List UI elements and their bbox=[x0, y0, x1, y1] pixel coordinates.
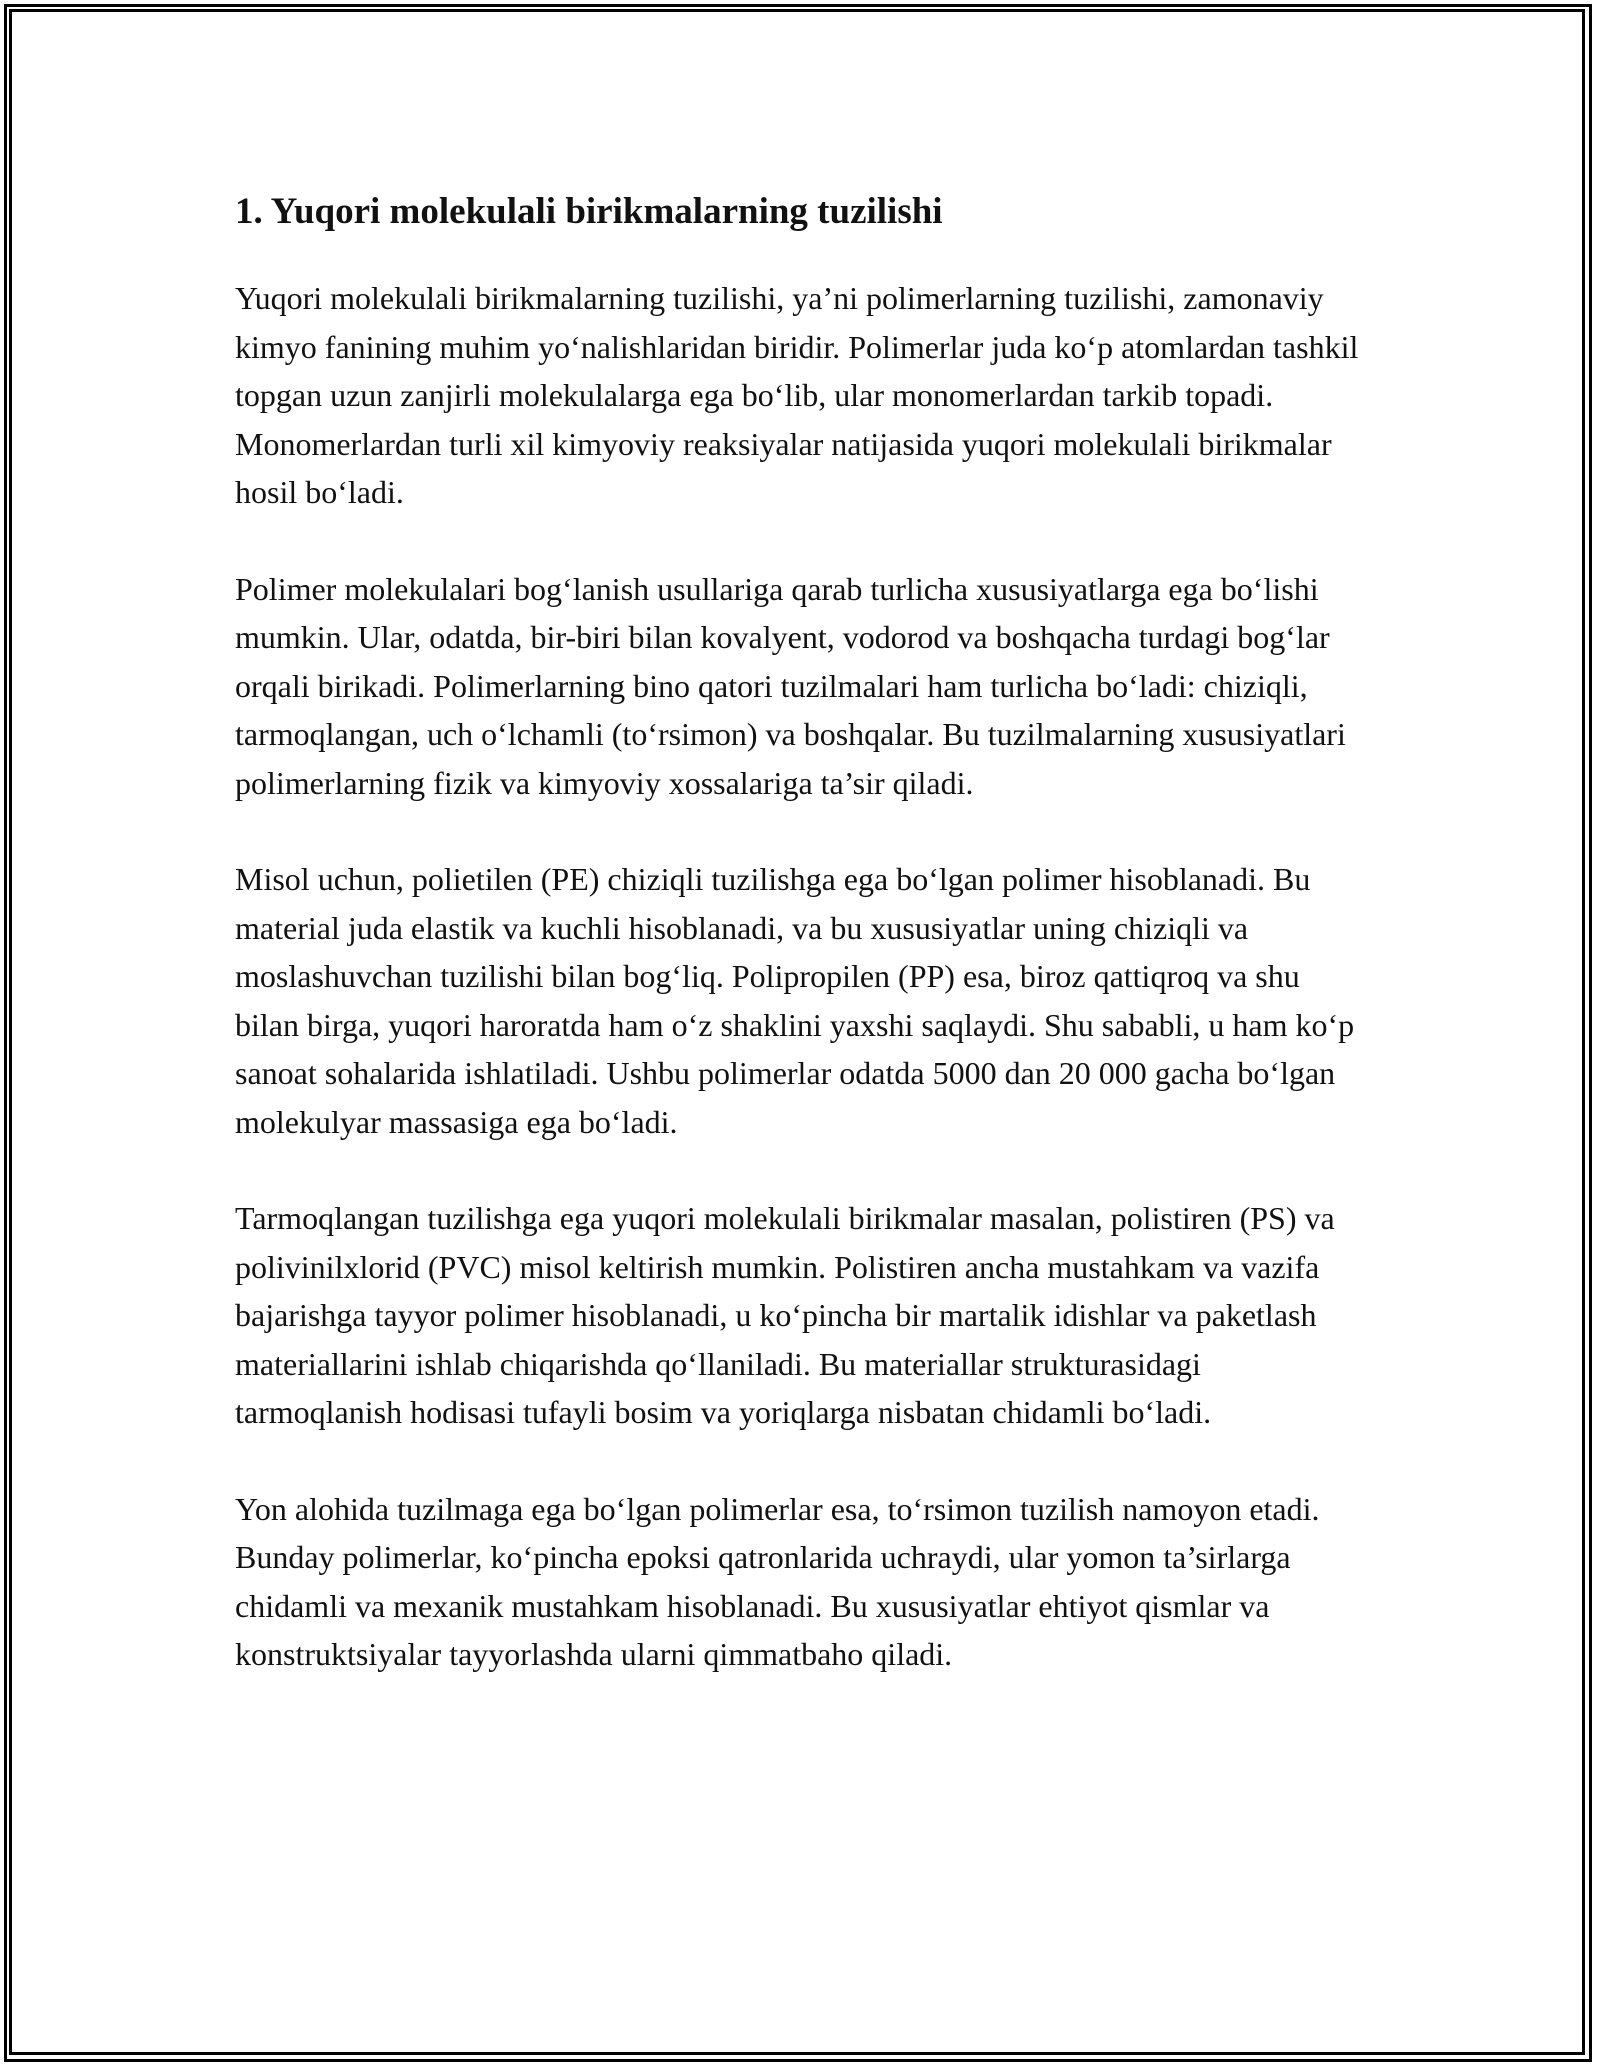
paragraph-branched-polymers: Tarmoqlangan tuzilishga ega yuqori molekulali birikmalar masalan, polistiren (PS) va polivinilxlorid (PVC) misol keltirish mumkin. Polistiren ancha mustahkam va vazifa bajarishga tayyor polimer hisoblanadi, u ko‘pincha bir martalik idishlar va paketlash materiallarini ishlab chiqarishda qo‘llaniladi. Bu materiallar strukturasidagi tarmoqlanish hodisasi tufayli bosim va yoriqlarga nisbatan chidamli bo‘ladi. bbox=[235, 1200, 1335, 1430]
document-body bbox=[235, 186, 1365, 1727]
paragraph-bonding: Polimer molekulalari bog‘lanish usullariga qarab turlicha xususiyatlarga ega bo‘lishi mumkin. Ular, odatda, bir-biri bilan kovalyent, vodorod va boshqacha turdagi bog‘lar orqali birikadi. Polimerlarning bino qatori tuzilmalari ham turlicha bo‘ladi: chiziqli, tarmoqlangan, uch o‘lchamli (to‘rsimon) va boshqalar. Bu tuzilmalarning xususiyatlari polimerlarning fizik va kimyoviy xossalariga ta’sir qiladi. bbox=[235, 570, 1346, 801]
section-heading: 1. Yuqori molekulali birikmalarning tuzilishi bbox=[235, 191, 943, 232]
paragraph-intro: Yuqori molekulali birikmalarning tuzilishi, ya’ni polimerlarning tuzilishi, zamonaviy kimyo fanining muhim yo‘nalishlaridan biridir. Polimerlar juda ko‘p atomlardan tashkil topgan uzun zanjirli molekulalarga ega bo‘lib, ular monomerlardan tarkib topadi. Monomerlardan turli xil kimyoviy reaksiyalar natijasida yuqori molekulali birikmalar hosil bo‘ladi. bbox=[235, 280, 1359, 510]
paragraph-network-polymers: Yon alohida tuzilmaga ega bo‘lgan polimerlar esa, to‘rsimon tuzilish namoyon etadi. Bunday polimerlar, ko‘pincha epoksi qatronlarida uchraydi, ular yomon ta’sirlarga chidamli va mexanik mustahkam hisoblanadi. Bu xususiyatlar ehtiyot qismlar va konstruktsiyalar tayyorlashda ularni qimmatbaho qiladi. bbox=[235, 1490, 1320, 1672]
paragraph-linear-polymers: Misol uchun, polietilen (PE) chiziqli tuzilishga ega bo‘lgan polimer hisoblanadi. Bu material juda elastik va kuchli hisoblanadi, va bu xususiyatlar uning chiziqli va moslashuvchan tuzilishi bilan bog‘liq. Polipropilen (PP) esa, biroz qattiqroq va shu bilan birga, yuqori haroratda ham o‘z shaklini yaxshi saqlaydi. Shu sababli, u ham ko‘p sanoat sohalarida ishlatiladi. Ushbu polimerlar odatda 5000 dan 20 000 gacha bo‘lgan molekulyar massasiga ega bo‘ladi. bbox=[235, 861, 1355, 1140]
